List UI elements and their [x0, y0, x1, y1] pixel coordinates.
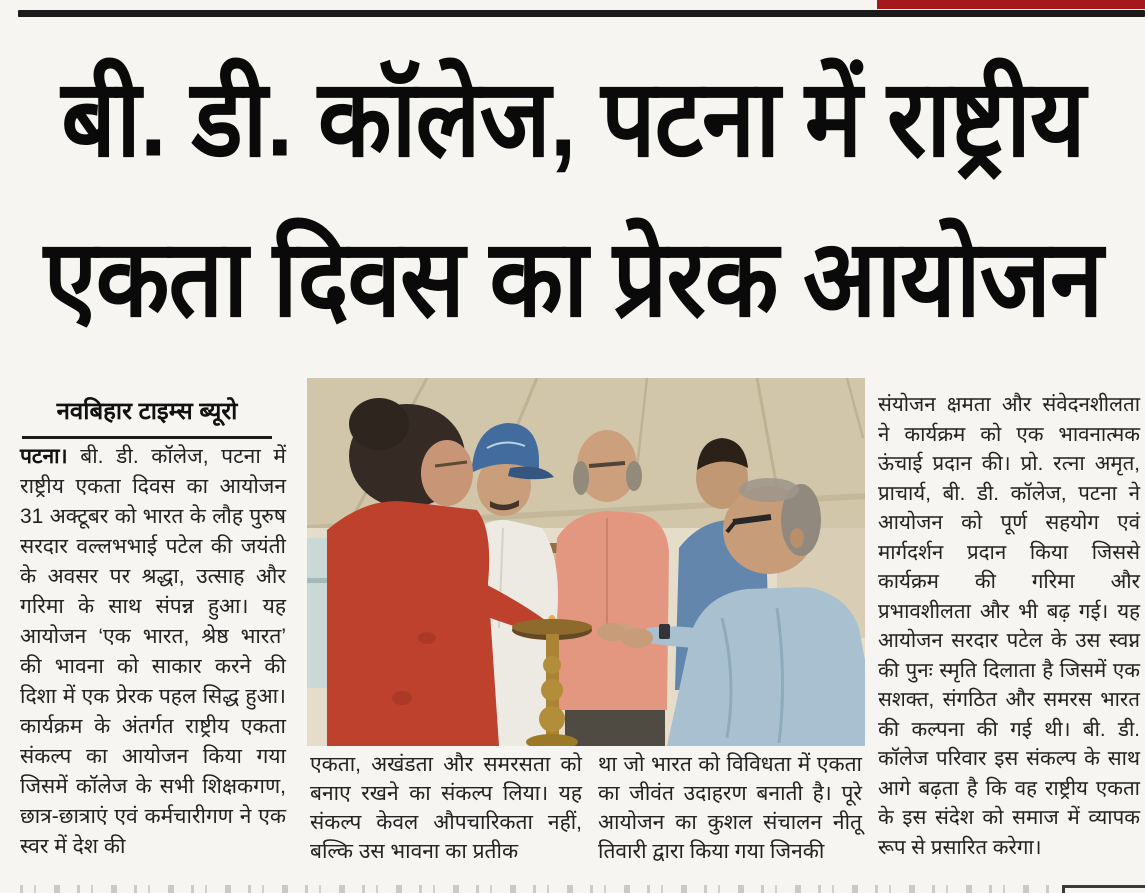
event-photo [307, 378, 865, 746]
headline-line-1: बी. डी. कॉलेज, पटना में राष्ट्रीय [61, 59, 1085, 179]
left-paragraph-text: बी. डी. कॉलेज, पटना में राष्ट्रीय एकता दिवस का आयोजन 31 अक्टूबर को भारत के लौह पुरुष सरदार वल्लभभाई पटेल की जयंती के अवसर पर श्रद्धा, उत्साह और गरिमा के साथ संपन्न हुआ। यह आयोजन ‘एक भारत, श्रेष्ठ भारत’ की भावना को साकार करने की दिशा में एक प्रेरक पहल सिद्ध हुआ। कार्यक्रम के अंतर्गत राष्ट्रीय एकता संकल्प का आयोजन किया गया जिसमें कॉलेज के सभी शिक्षकगण, छात्र-छात्राएं एवं कर्मचारीगण ने एक स्वर में देश की [20, 445, 286, 858]
article-column-right [878, 390, 1140, 862]
masthead-black-rule [18, 10, 1145, 17]
byline: नवबिहार टाइम्स ब्यूरो [22, 394, 272, 439]
article-column-left [20, 442, 286, 862]
left-paragraph [20, 442, 286, 862]
middle-paragraph-1: एकता, अखंडता और समरसता को बनाए रखने का संकल्प लिया। यह संकल्प केवल औपचारिकता नहीं, बल्कि उस भावना का प्रतीक [310, 753, 582, 863]
cutoff-next-row-text [20, 885, 1050, 893]
masthead-red-bar [877, 0, 1145, 9]
middle-paragraph-2: था जो भारत को विविधता में एकता का जीवंत उदाहरण बनाती है। पूरे आयोजन का कुशल संचालन नीतू तिवारी द्वारा किया गया जिनकी [598, 753, 862, 863]
article-headline [28, 30, 1118, 360]
right-paragraph: संयोजन क्षमता और संवेदनशीलता ने कार्यक्रम को एक भावनात्मक ऊंचाई प्रदान की। प्रो. रत्ना अमृत, प्राचार्य, बी. डी. कॉलेज, पटना ने आयोजन को पूर्ण सहयोग एवं मार्गदर्शन प्रदान किया जिससे कार्यक्रम की गरिमा और प्रभावशीलता और भी बढ़ गई। यह आयोजन सरदार पटेल के उस स्वप्न की पुनः स्मृति दिलाता है जिसमें एक सशक्त, संगठित और समरस भारत की कल्पना की गई थी। बी. डी. कॉलेज परिवार इस संकल्प के साथ आगे बढ़ता है कि वह राष्ट्रीय एकता के इस संदेश को समाज में व्यापक रूप से प्रसारित करेगा। [878, 393, 1140, 859]
article-column-middle-2 [598, 750, 862, 866]
cutoff-next-row-box [1062, 885, 1145, 893]
lamp-lighting-illustration [307, 378, 865, 746]
headline-line-2: एकता दिवस का प्रेरक आयोजन [43, 219, 1103, 339]
article-column-middle-1 [310, 750, 582, 866]
dateline: पटना। [20, 445, 68, 468]
